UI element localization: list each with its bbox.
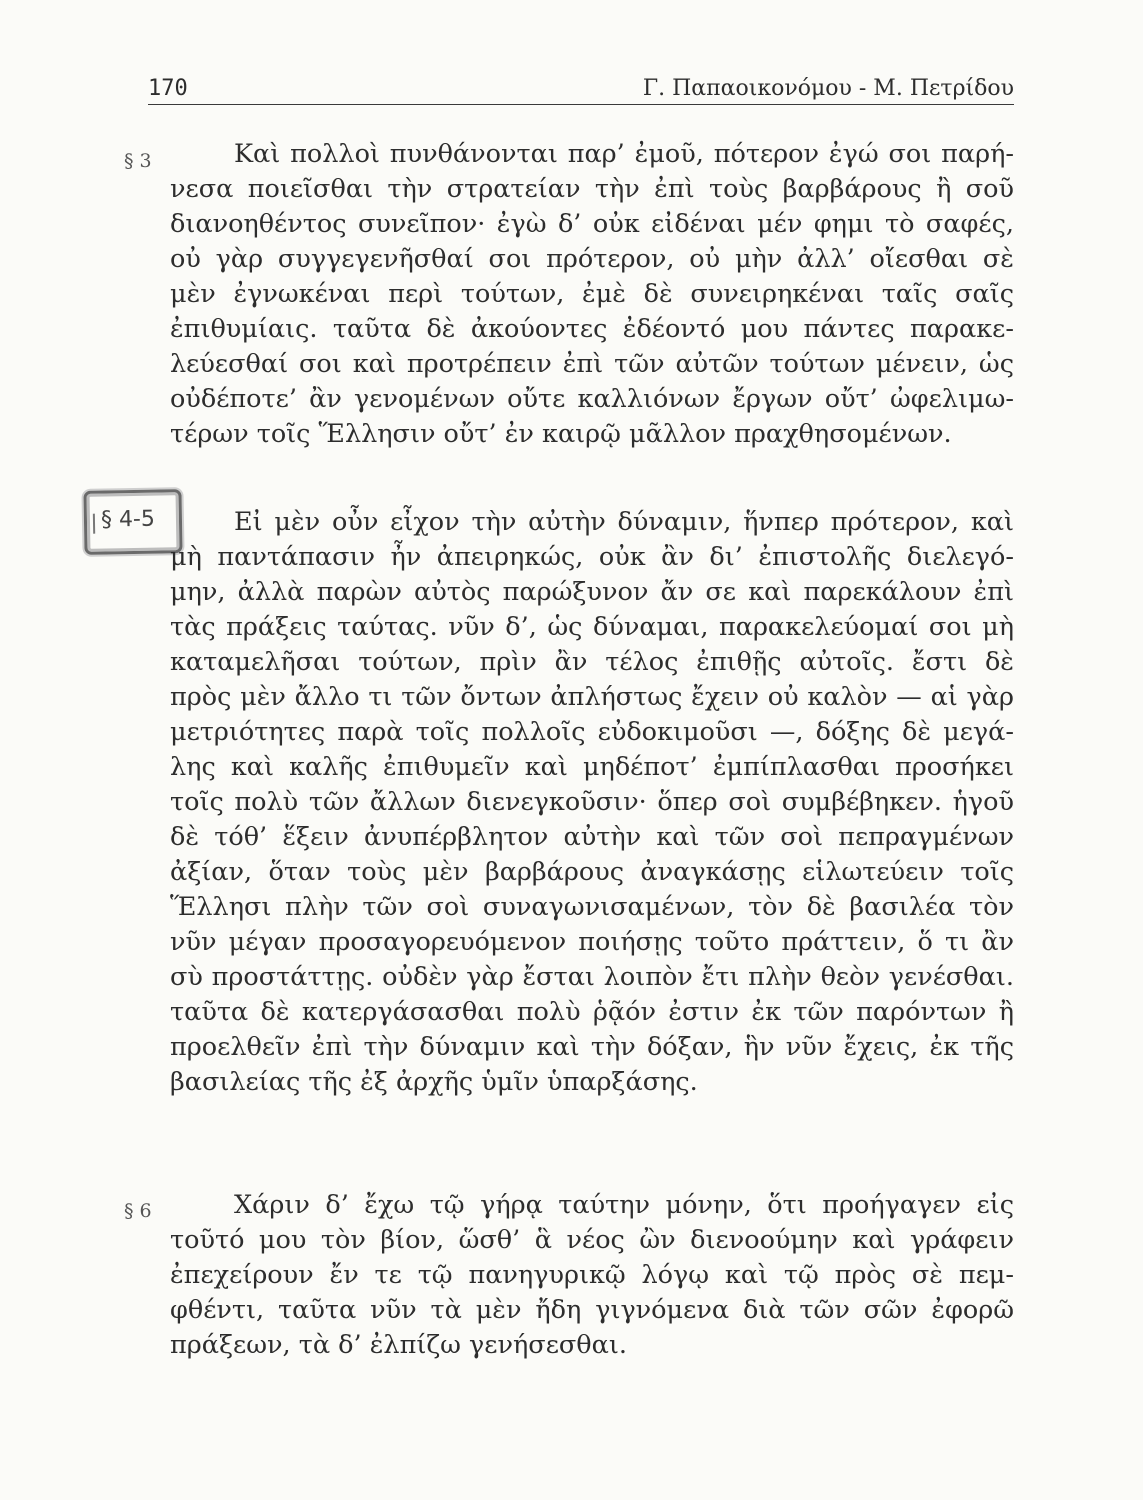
paragraph-1 bbox=[170, 137, 1014, 452]
text-line: Ἕλλησι πλὴν τῶν σοὶ συναγωνισαμένων, τὸν δὲ βασιλέα τὸν bbox=[170, 892, 1014, 922]
text-line: μὲν ἐγνωκέναι περὶ τούτων, ἐμὲ δὲ συνειρηκέναι ταῖς σαῖς bbox=[170, 279, 1014, 309]
text-line: δὲ τόθ’ ἕξειν ἀνυπέρβλητον αὐτὴν καὶ τῶν σοὶ πεπραγμένων bbox=[170, 822, 1014, 852]
text-line: μην, ἀλλὰ παρὼν αὐτὸς παρώξυνον ἄν σε καὶ παρεκάλουν ἐπὶ bbox=[170, 577, 1014, 607]
text-line: προελθεῖν ἐπὶ τὴν δύναμιν καὶ τὴν δόξαν, ἣν νῦν ἔχεις, ἐκ τῆς bbox=[170, 1032, 1014, 1062]
text-line: λης καὶ καλῆς ἐπιθυμεῖν καὶ μηδέποτ’ ἐμπίπλασθαι προσήκει bbox=[170, 752, 1014, 782]
text-line: νῦν μέγαν προσαγορευόμενον ποιήσῃς τοῦτο πράττειν, ὅ τι ἂν bbox=[170, 927, 1014, 957]
text-line: διανοηθέντος συνεῖπον· ἐγὼ δ’ οὐκ εἰδέναι μέν φημι τὸ σαφές, bbox=[170, 209, 1014, 239]
running-head: Γ. Παπαοικονόμου - Μ. Πετρίδου bbox=[642, 76, 1014, 101]
text-line: βασιλείας τῆς ἐξ ἀρχῆς ὑμῖν ὑπαρξάσης. bbox=[170, 1067, 698, 1097]
text-line: πρὸς μὲν ἄλλο τι τῶν ὄντων ἀπλήστως ἔχειν οὐ καλὸν — αἱ γὰρ bbox=[170, 682, 1014, 712]
text-line: τοῖς πολὺ τῶν ἄλλων διενεγκοῦσιν· ὅπερ σοὶ συμβέβηκεν. ἡγοῦ bbox=[170, 787, 1014, 817]
page-header bbox=[148, 70, 1014, 105]
text-line: οὐ γὰρ συγγεγενῆσθαί σοι πρότερον, οὐ μὴν ἀλλ’ οἴεσθαι σὲ bbox=[170, 244, 1014, 274]
text-line: οὐδέποτε’ ἂν γενομένων οὔτε καλλιόνων ἔργων οὔτ’ ὠφελιμω- bbox=[170, 384, 1014, 414]
text-line: σὺ προστάττῃς. οὐδὲν γὰρ ἔσται λοιπὸν ἔτι πλὴν θεὸν γενέσθαι. bbox=[170, 962, 1014, 992]
text-line: τοῦτό μου τὸν βίον, ὥσθ’ ἃ νέος ὢν διενοούμην καὶ γράφειν bbox=[170, 1225, 1014, 1255]
text-line: Χάριν δ’ ἔχω τῷ γήρᾳ ταύτην μόνην, ὅτι προήγαγεν εἰς bbox=[234, 1190, 1014, 1220]
text-line: λεύεσθαί σοι καὶ προτρέπειν ἐπὶ τῶν αὐτῶν τούτων μένειν, ὡς bbox=[170, 349, 1014, 379]
text-line: μὴ παντάπασιν ἦν ἀπειρηκώς, οὐκ ἂν δι’ ἐπιστολῆς διελεγό- bbox=[170, 542, 1014, 572]
text-line: μετριότητες παρὰ τοῖς πολλοῖς εὐδοκιμοῦσι —, δόξης δὲ μεγά- bbox=[170, 717, 1014, 747]
stamp-label: § 4-5 bbox=[100, 506, 156, 533]
text-line: τὰς πράξεις ταύτας. νῦν δ’, ὡς δύναμαι, παρακελεύομαί σοι μὴ bbox=[170, 612, 1014, 642]
text-line: νεσα ποιεῖσθαι τὴν στρατείαν τὴν ἐπὶ τοὺς βαρβάρους ἢ σοῦ bbox=[170, 174, 1014, 204]
text-line: πράξεων, τὰ δ’ ἐλπίζω γενήσεσθαι. bbox=[170, 1330, 627, 1360]
section-marker-3: § 3 bbox=[124, 150, 152, 172]
text-line: καταμελῆσαι τούτων, πρὶν ἂν τέλος ἐπιθῇς αὐτοῖς. ἔστι δὲ bbox=[170, 647, 1014, 677]
text-line: Καὶ πολλοὶ πυνθάνονται παρ’ ἐμοῦ, πότερον ἐγώ σοι παρή- bbox=[234, 139, 1014, 169]
page-number: 170 bbox=[148, 76, 188, 101]
paragraph-3 bbox=[170, 1188, 1014, 1363]
section-marker-6: § 6 bbox=[124, 1200, 152, 1222]
section-stamp bbox=[83, 489, 182, 555]
text-line: τέρων τοῖς Ἕλλησιν οὔτ’ ἐν καιρῷ μᾶλλον πραχθησομένων. bbox=[170, 419, 952, 449]
text-line: Εἰ μὲν οὖν εἶχον τὴν αὐτὴν δύναμιν, ἥνπερ πρότερον, καὶ bbox=[234, 507, 1014, 537]
text-line: ἐπιθυμίαις. ταῦτα δὲ ἀκούοντες ἐδέοντό μου πάντες παρακε- bbox=[170, 314, 1014, 344]
text-line: φθέντι, ταῦτα νῦν τὰ μὲν ἤδη γιγνόμενα διὰ τῶν σῶν ἐφορῶ bbox=[170, 1295, 1014, 1325]
text-line: ταῦτα δὲ κατεργάσασθαι πολὺ ῥᾷόν ἐστιν ἐκ τῶν παρόντων ἢ bbox=[170, 997, 1014, 1027]
text-line: ἀξίαν, ὅταν τοὺς μὲν βαρβάρους ἀναγκάσῃς εἱλωτεύειν τοῖς bbox=[170, 857, 1014, 887]
text-line: ἐπεχείρουν ἔν τε τῷ πανηγυρικῷ λόγῳ καὶ τῷ πρὸς σὲ πεμ- bbox=[170, 1260, 1014, 1290]
paragraph-2 bbox=[170, 505, 1014, 1100]
